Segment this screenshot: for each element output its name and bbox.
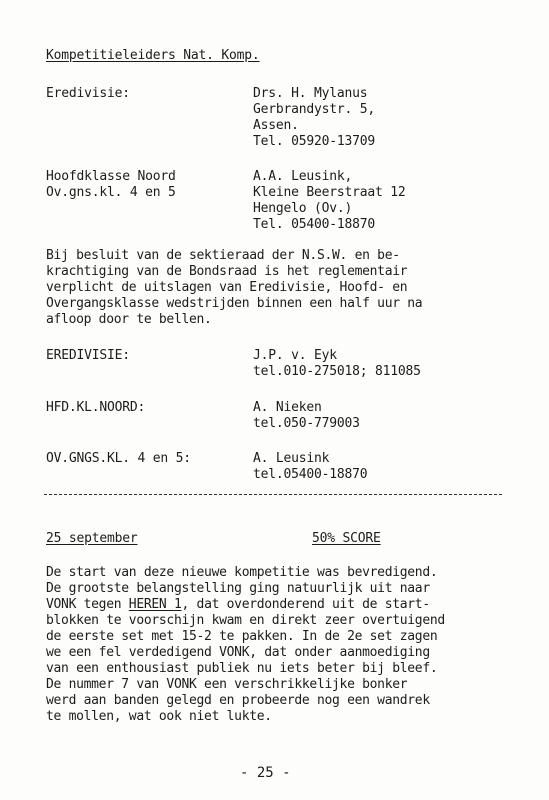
report-text: , dat overdonderend uit de start-	[181, 597, 430, 612]
contact-label: OV.GNGS.KL. 4 en 5:	[46, 451, 191, 466]
report-line: te mollen, wat ook niet lukte.	[46, 709, 272, 724]
contact-label-hoofdklasse: Hoofdklasse Noord	[46, 169, 176, 184]
report-line: De nummer 7 van VONK een verschrikkelijke bonker	[46, 677, 408, 692]
report-line: werd aan banden gelegd en probeerde nog een wandrek	[46, 693, 430, 708]
report-line: De start van deze nieuwe kompetitie was bevredigend.	[46, 565, 438, 580]
page-number: - 25 -	[240, 765, 291, 781]
notice-line: verplicht de uitslagen van Eredivisie, Hoofd- en	[46, 280, 408, 295]
contact-line: A.A. Leusink,	[253, 169, 353, 184]
report-line: de eerste set met 15-2 te pakken. In de 2e set zagen	[46, 629, 438, 644]
contact-label: EREDIVISIE:	[46, 348, 130, 363]
contact-phone: tel.050-779003	[253, 416, 360, 431]
contact-line: Kleine Beerstraat 12	[253, 185, 406, 200]
report-line	[46, 597, 430, 613]
contact-line: Gerbrandystr. 5,	[253, 102, 376, 117]
section-title: Kompetitieleiders Nat. Komp.	[46, 48, 260, 63]
contact-line: Drs. H. Mylanus	[253, 86, 368, 101]
report-line: van een enthousiast publiek nu iets beter bij bleef.	[46, 661, 438, 676]
contact-line: Assen.	[253, 118, 299, 133]
contact-label-eredivisie: Eredivisie:	[46, 86, 130, 101]
contact-line: Hengelo (Ov.)	[253, 201, 353, 216]
contact-line: A. Nieken	[253, 400, 322, 415]
contact-phone: Tel. 05920-13709	[253, 134, 376, 149]
dashed-divider	[44, 494, 502, 495]
notice-line: Bij besluit van de sektieraad der N.S.W. en be-	[46, 248, 400, 263]
notice-line: afloop door te bellen.	[46, 312, 212, 327]
report-line: blokken te voorschijn kwam en direkt zeer overtuigend	[46, 613, 445, 628]
contact-label-overgang: Ov.gns.kl. 4 en 5	[46, 185, 176, 200]
contact-phone: tel.010-275018; 811085	[253, 364, 421, 379]
contact-phone: tel.05400-18870	[253, 467, 368, 482]
report-score: 50% SCORE	[312, 531, 381, 546]
notice-line: krachtiging van de Bondsraad is het reglementair	[46, 264, 408, 279]
report-line: we een fel verdedigend VONK, dat onder aanmoediging	[46, 645, 430, 660]
contact-line: A. Leusink	[253, 451, 330, 466]
notice-line: Overgangsklasse wedstrijden binnen een half uur na	[46, 296, 423, 311]
report-text: VONK tegen	[46, 597, 129, 612]
contact-phone: Tel. 05400-18870	[253, 217, 376, 232]
team-name: HEREN 1	[128, 597, 182, 612]
contact-line: J.P. v. Eyk	[253, 348, 337, 363]
report-date: 25 september	[46, 531, 138, 546]
contact-label: HFD.KL.NOORD:	[46, 400, 146, 415]
report-line: De grootste belangstelling ging natuurlijk uit naar	[46, 581, 430, 596]
